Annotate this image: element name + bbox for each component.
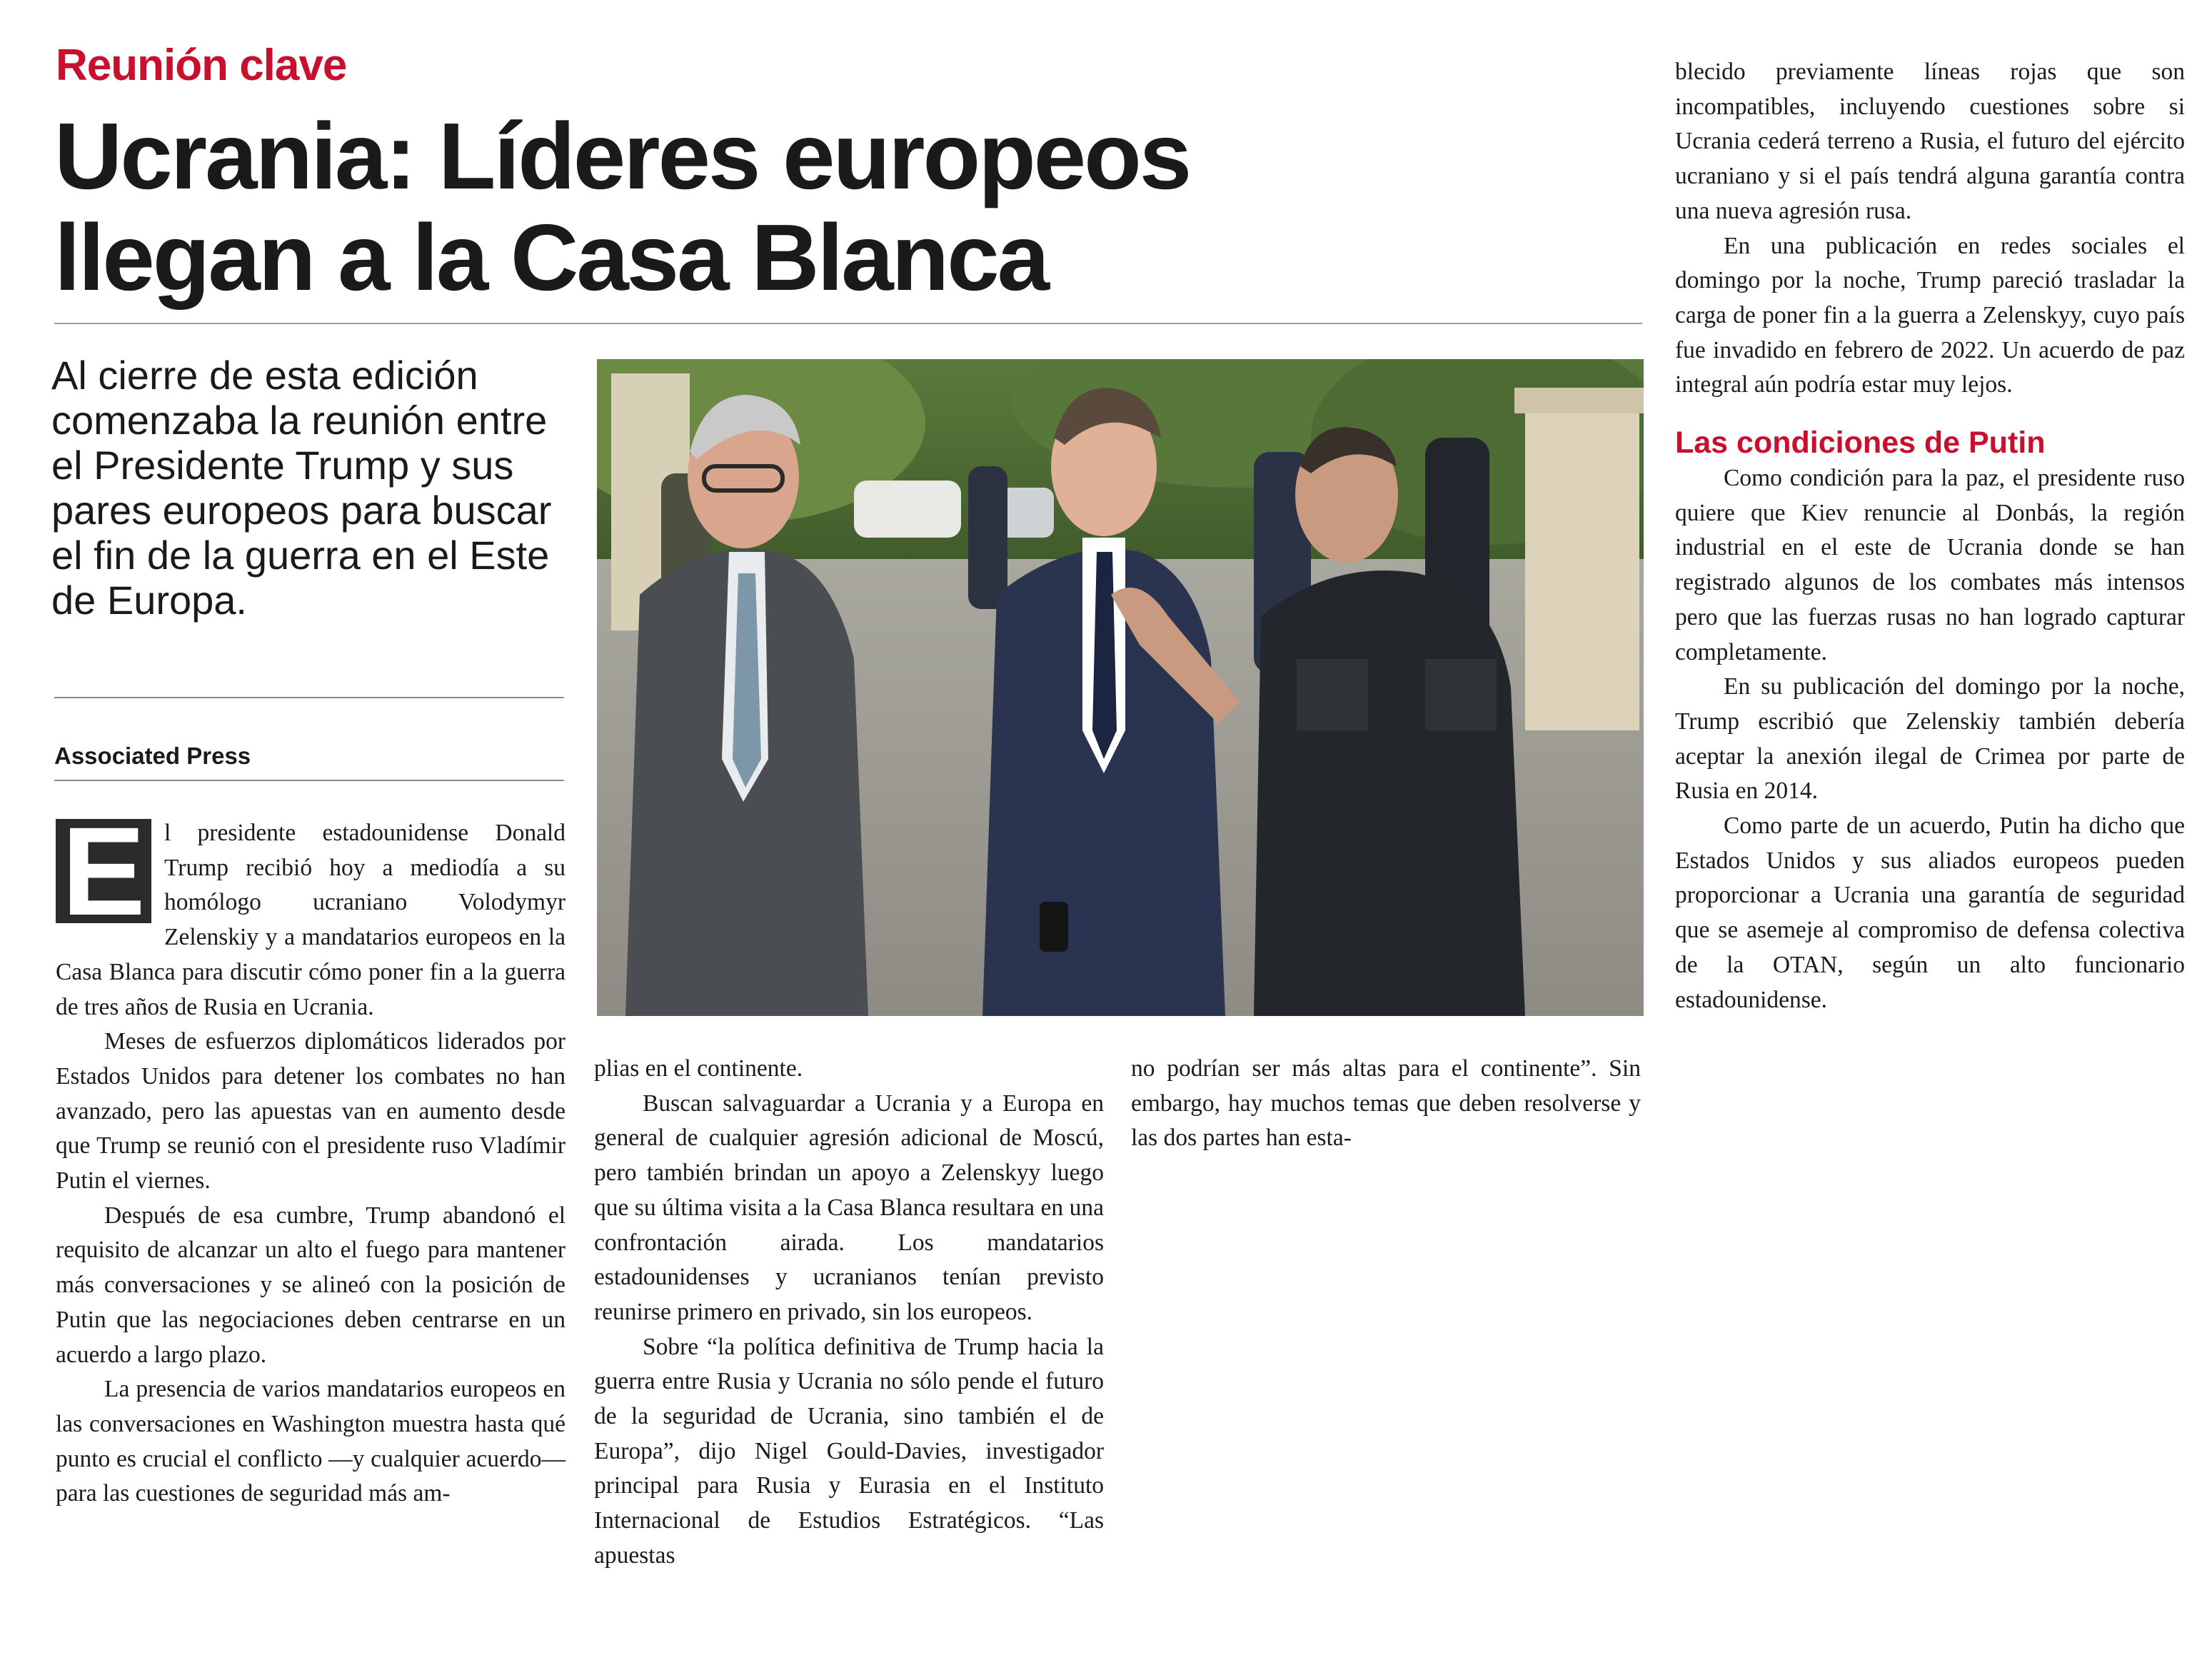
byline-divider <box>54 780 564 781</box>
drop-cap: E <box>56 819 151 923</box>
body-column-4 <box>1675 55 2185 1017</box>
paragraph: En una publicación en redes sociales el domingo por la noche, Trump pareció trasladar la carga de poner fin a la guerra a Zelenskyy, cuyo país fue invadido en febrero de 2022. Un acuerdo de paz integral aún podría estar muy lejos. <box>1675 232 2185 398</box>
deck-summary: Al cierre de esta edición comenzaba la reunión entre el Presidente Trump y sus pares europeos para buscar el fin de la guerra en el Este de Europa. <box>51 353 552 623</box>
background-car <box>854 481 961 538</box>
paragraph: plias en el continente. <box>594 1055 803 1082</box>
paragraph: Sobre “la política definitiva de Trump hacia la guerra entre Rusia y Ucrania no sólo pende el futuro de la seguridad de Ucrania, sino también el de Europa”, dijo Nigel Gould-Davies, investigador principal para Rusia y Eurasia en el Instituto Internacional de Estudios Estratégicos. “Las apuestas <box>594 1333 1104 1569</box>
paragraph: Después de esa cumbre, Trump abandonó el requisito de alcanzar un alto el fuego para mantener más conversaciones y se alineó con la posición de Putin que las negociaciones deben centrarse en un acuerdo a largo plazo. <box>56 1202 565 1368</box>
headline-line-1: Ucrania: Líderes europeos <box>54 104 1190 208</box>
paragraph: blecido previamente líneas rojas que son incompatibles, incluyendo cuestiones sobre si Ucrania cederá terreno a Rusia, el futuro del ejército ucraniano y si el país tendrá alguna garantía contra una nueva agresión rusa. <box>1675 59 2185 224</box>
paragraph-text: l presidente estadounidense Donald Trump recibió hoy a mediodía a su homólogo ucraniano Volodymyr Zelenskiy y a mandatarios europeos en la Casa Blanca para discutir cómo poner fin a la guerra de tres años de Rusia en Ucrania. <box>56 820 565 1020</box>
paragraph: no podrían ser más altas para el continente”. Sin embargo, hay muchos temas que deben resolverse y las dos partes han esta- <box>1131 1055 1641 1152</box>
paragraph: Como parte de un acuerdo, Putin ha dicho que Estados Unidos y sus aliados europeos pueden proporcionar a Ucrania una garantía de seguridad que se asemeje al compromiso de defensa colectiva de la OTAN, según un alto funcionario estadounidense. <box>1675 813 2185 1013</box>
paragraph: Meses de esfuerzos diplomáticos liderados por Estados Unidos para detener los combates no han avanzado, pero las apuestas van en aumento desde que Trump se reunió con el presidente ruso Vladímir Putin el viernes. <box>56 1028 565 1194</box>
body-column-2 <box>594 1052 1104 1574</box>
body-column-3 <box>1131 1052 1641 1156</box>
paragraph <box>56 802 565 1025</box>
paragraph: Buscan salvaguardar a Ucrania y a Europa en general de cualquier agresión adicional de Moscú, pero también brindan un apoyo a Zelenskyy luego que su última visita a la Casa Blanca resultara en una confrontación airada. Los mandatarios estadounidenses y ucranianos tenían previsto reunirse primero en privado, sin los europeos. <box>594 1090 1104 1325</box>
deck-divider <box>54 697 564 698</box>
subheading: Las condiciones de Putin <box>1675 426 2046 461</box>
paragraph: Como condición para la paz, el presidente ruso quiere que Kiev renuncie al Donbás, la región industrial en el este de Ucrania donde se han registrado algunos de los combates más intensos pero que las fuerzas rusas no han logrado capturar completamente. <box>1675 465 2185 665</box>
headline-line-2: llegan a la Casa Blanca <box>54 205 1048 310</box>
paragraph: En su publicación del domingo por la noche, Trump escribió que Zelenskiy también debería aceptar la anexión ilegal de Crimea por parte de Rusia en 2014. <box>1675 673 2185 805</box>
gate-pillar <box>1525 388 1639 730</box>
article-photo <box>597 359 1644 1016</box>
headline-divider <box>54 323 1642 324</box>
byline: Associated Press <box>54 743 251 769</box>
paragraph: La presencia de varios mandatarios europeos en las conversaciones en Washington muestra hasta qué punto es crucial el conflicto —y cualquier acuerdo— para las cuestiones de seguridad más am- <box>56 1376 565 1507</box>
body-column-1 <box>56 802 565 1511</box>
section-kicker: Reunión clave <box>56 41 347 90</box>
headline <box>54 106 1625 308</box>
